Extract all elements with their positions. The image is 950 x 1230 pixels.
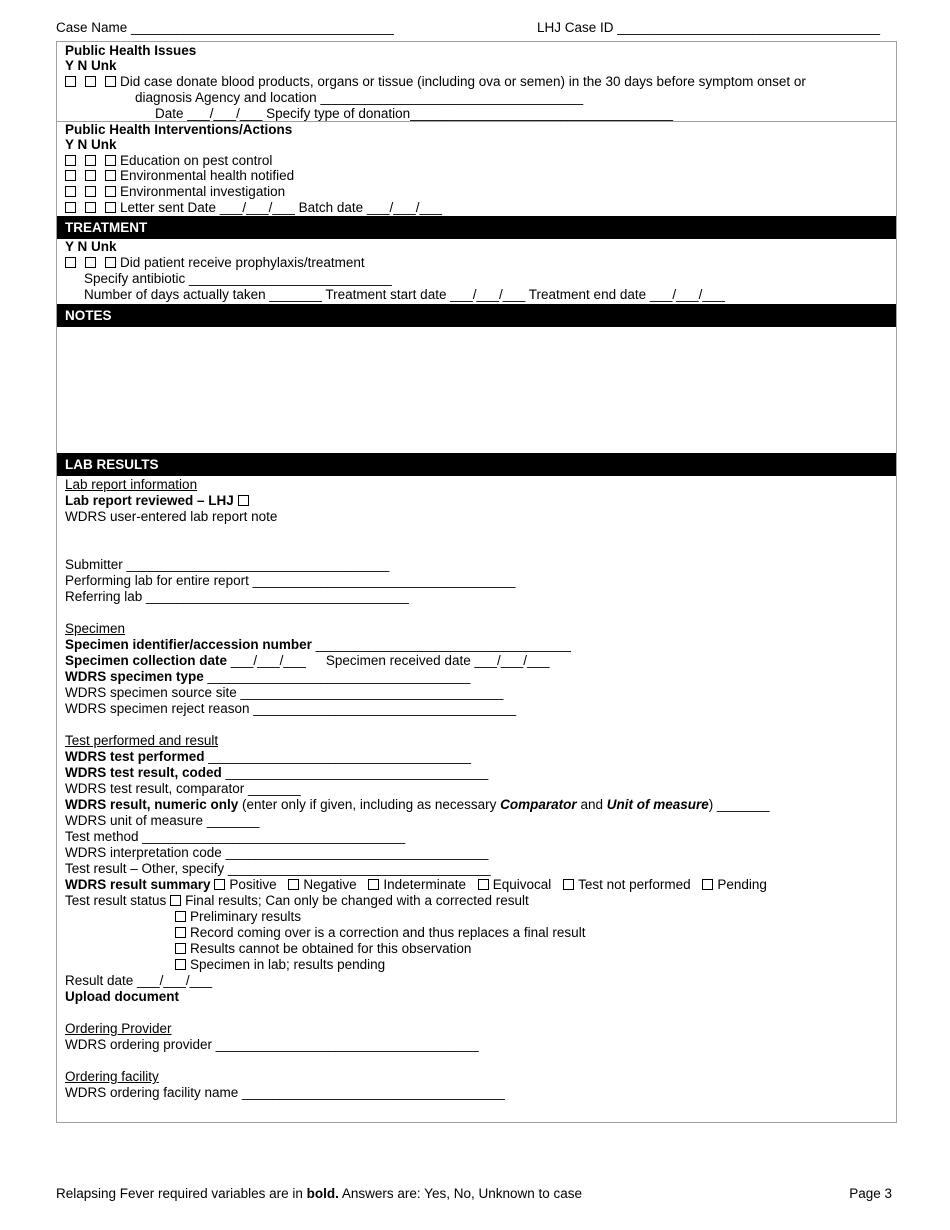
numeric-note-a: (enter only if given, including as necessary xyxy=(238,797,501,812)
summary-option: Negative xyxy=(303,877,357,892)
summary-option: Pending xyxy=(717,877,767,892)
result-status-row xyxy=(175,941,471,957)
intervention-row xyxy=(65,168,294,184)
specimen-id-blank[interactable]: __________________________________ xyxy=(311,637,571,652)
checkbox-unk[interactable] xyxy=(105,202,116,213)
public-health-issues-title: Public Health Issues xyxy=(65,43,197,58)
result-status-label: Test result status xyxy=(65,893,167,908)
intervention-row xyxy=(65,153,272,169)
specimen-type-blank[interactable]: ___________________________________ xyxy=(203,669,471,684)
test-performed-row[interactable] xyxy=(65,749,471,765)
summary-option: Test not performed xyxy=(578,877,691,892)
checkbox-yes[interactable] xyxy=(65,76,76,87)
status-checkbox[interactable] xyxy=(175,943,186,954)
equivocal-checkbox[interactable] xyxy=(478,879,489,890)
interventions-section xyxy=(57,121,896,215)
status-option: Specimen in lab; results pending xyxy=(190,957,386,972)
test-method-field[interactable]: Test method ___________________________________ xyxy=(65,829,406,844)
result-status-row xyxy=(175,909,301,925)
public-health-issues-section xyxy=(57,42,896,122)
notes-area[interactable] xyxy=(57,327,896,453)
specimen-dates-row[interactable] xyxy=(65,653,550,669)
result-status-row xyxy=(175,925,585,941)
test-performed-label: WDRS test performed xyxy=(65,749,205,764)
checkbox-yes[interactable] xyxy=(65,170,76,181)
referring-lab-field[interactable]: Referring lab ___________________________________ xyxy=(65,589,409,604)
checkbox-no[interactable] xyxy=(85,257,96,268)
donation-question-row xyxy=(65,74,806,90)
result-status-row xyxy=(65,893,529,909)
test-result-coded-label: WDRS test result, coded xyxy=(65,765,222,780)
notes-bar: NOTES xyxy=(57,304,896,327)
user-lab-note-label: WDRS user-entered lab report note xyxy=(65,509,278,524)
checkbox-no[interactable] xyxy=(85,170,96,181)
page-header xyxy=(56,20,898,38)
lab-results-bar: LAB RESULTS xyxy=(57,453,896,476)
indeterminate-checkbox[interactable] xyxy=(368,879,379,890)
interventions-title: Public Health Interventions/Actions xyxy=(65,122,293,137)
donation-question: Did case donate blood products, organs or tissue (including ova or semen) in the 30 days before symptom onset or xyxy=(120,74,806,89)
checkbox-yes[interactable] xyxy=(65,202,76,213)
status-option: Results cannot be obtained for this observation xyxy=(190,941,472,956)
checkbox-unk[interactable] xyxy=(105,76,116,87)
result-date-field[interactable]: Result date ___/___/___ xyxy=(65,973,213,988)
ynu-header: Y N Unk xyxy=(65,137,117,152)
specimen-source-field[interactable]: WDRS specimen source site ___________________________________ xyxy=(65,685,504,700)
summary-option: Positive xyxy=(229,877,277,892)
performing-lab-field[interactable]: Performing lab for entire report ___________________________________ xyxy=(65,573,516,588)
footer-text-b: Answers are: Yes, No, Unknown to case xyxy=(338,1186,583,1201)
intervention-row xyxy=(65,200,442,216)
checkbox-unk[interactable] xyxy=(105,155,116,166)
specimen-id-row[interactable] xyxy=(65,637,571,653)
checkbox-yes[interactable] xyxy=(65,186,76,197)
numeric-comparator: Comparator xyxy=(500,797,577,812)
checkbox-no[interactable] xyxy=(85,202,96,213)
lab-results-section xyxy=(57,476,896,1124)
specimen-heading: Specimen xyxy=(65,621,126,636)
checkbox-no[interactable] xyxy=(85,155,96,166)
test-result-coded-row[interactable] xyxy=(65,765,488,781)
summary-option: Equivocal xyxy=(492,877,552,892)
intervention-label: Education on pest control xyxy=(120,153,273,168)
treatment-days-dates[interactable]: Number of days actually taken _______ Treatment start date ___/___/___ Treatment end date ___/___/___ xyxy=(84,287,725,302)
intervention-row xyxy=(65,184,285,200)
negative-checkbox[interactable] xyxy=(288,879,299,890)
test-not-performed-checkbox[interactable] xyxy=(563,879,574,890)
checkbox-unk[interactable] xyxy=(105,186,116,197)
status-checkbox[interactable] xyxy=(175,927,186,938)
treatment-section xyxy=(57,239,896,304)
intervention-label: Environmental health notified xyxy=(120,168,295,183)
footer-bold: bold. xyxy=(306,1186,339,1201)
lab-report-reviewed-label: Lab report reviewed – LHJ xyxy=(65,493,234,508)
status-option: Record coming over is a correction and thus replaces a final result xyxy=(190,925,586,940)
status-checkbox[interactable] xyxy=(175,959,186,970)
specify-antibiotic[interactable]: Specify antibiotic ___________________________ xyxy=(84,271,392,286)
test-heading: Test performed and result xyxy=(65,733,219,748)
treatment-bar: TREATMENT xyxy=(57,216,896,239)
checkbox-no[interactable] xyxy=(85,186,96,197)
treatment-question: Did patient receive prophylaxis/treatment xyxy=(120,255,365,270)
result-summary-row xyxy=(65,877,767,893)
form-frame xyxy=(56,41,897,1123)
intervention-label: Letter sent Date ___/___/___ Batch date ___/___/___ xyxy=(120,200,443,215)
specimen-type-row[interactable] xyxy=(65,669,470,685)
lab-report-reviewed-checkbox[interactable] xyxy=(238,495,249,506)
specimen-collection-blank[interactable]: ___/___/___ xyxy=(227,653,306,668)
specimen-type-label: WDRS specimen type xyxy=(65,669,204,684)
positive-checkbox[interactable] xyxy=(214,879,225,890)
summary-option: Indeterminate xyxy=(383,877,466,892)
test-result-coded-blank[interactable]: ___________________________________ xyxy=(221,765,489,780)
ordering-facility-field[interactable]: WDRS ordering facility name ___________________________________ xyxy=(65,1085,505,1100)
pending-checkbox[interactable] xyxy=(702,879,713,890)
footer-note xyxy=(56,1186,582,1201)
specimen-id-label: Specimen identifier/accession number xyxy=(65,637,312,652)
case-name-field[interactable]: Case Name ___________________________________ xyxy=(56,20,394,35)
status-option: Final results; Can only be changed with a corrected result xyxy=(185,893,529,908)
ynu-header: Y N Unk xyxy=(65,58,117,73)
checkbox-unk[interactable] xyxy=(105,257,116,268)
ordering-provider-field[interactable]: WDRS ordering provider ___________________________________ xyxy=(65,1037,479,1052)
interpretation-code-field[interactable]: WDRS interpretation code ___________________________________ xyxy=(65,845,489,860)
intervention-label: Environmental investigation xyxy=(120,184,286,199)
specimen-received-field[interactable]: Specimen received date ___/___/___ xyxy=(325,653,550,668)
numeric-result-label: WDRS result, numeric only xyxy=(65,797,239,812)
page-footer xyxy=(56,1186,898,1204)
ynu-header: Y N Unk xyxy=(65,239,117,254)
result-status-row xyxy=(175,957,385,973)
specimen-collection-label: Specimen collection date xyxy=(65,653,228,668)
status-checkbox[interactable] xyxy=(175,911,186,922)
status-checkbox[interactable] xyxy=(170,895,181,906)
unit-of-measure-field[interactable]: WDRS unit of measure _______ xyxy=(65,813,260,828)
lhj-case-id-field[interactable]: LHJ Case ID ___________________________________ xyxy=(537,20,881,35)
numeric-and: and xyxy=(576,797,607,812)
lab-report-info-heading: Lab report information xyxy=(65,477,198,492)
numeric-result-row[interactable] xyxy=(65,797,770,813)
test-performed-blank[interactable]: ___________________________________ xyxy=(204,749,472,764)
specimen-reject-field[interactable]: WDRS specimen reject reason ___________________________________ xyxy=(65,701,517,716)
checkbox-no[interactable] xyxy=(85,76,96,87)
comparator-field[interactable]: WDRS test result, comparator _______ xyxy=(65,781,301,796)
donation-date-type: Date ___/___/___ Specify type of donation___________________________________ xyxy=(155,106,673,121)
page-number: Page 3 xyxy=(849,1186,892,1201)
status-option: Preliminary results xyxy=(190,909,302,924)
ordering-provider-heading: Ordering Provider xyxy=(65,1021,172,1036)
ordering-facility-heading: Ordering facility xyxy=(65,1069,159,1084)
upload-document-label[interactable]: Upload document xyxy=(65,989,179,1004)
result-summary-label: WDRS result summary xyxy=(65,877,211,892)
other-specify-field[interactable]: Test result – Other, specify ___________________________________ xyxy=(65,861,491,876)
donation-agency: diagnosis Agency and location ___________________________________ xyxy=(135,90,584,105)
numeric-unit: Unit of measure xyxy=(606,797,709,812)
submitter-field[interactable]: Submitter ___________________________________ xyxy=(65,557,390,572)
checkbox-yes[interactable] xyxy=(65,155,76,166)
checkbox-yes[interactable] xyxy=(65,257,76,268)
treatment-question-row xyxy=(65,255,365,271)
footer-text-a: Relapsing Fever required variables are in xyxy=(56,1186,307,1201)
checkbox-unk[interactable] xyxy=(105,170,116,181)
lab-report-reviewed-row xyxy=(65,493,253,509)
numeric-note-b[interactable]: ) _______ xyxy=(708,797,770,812)
